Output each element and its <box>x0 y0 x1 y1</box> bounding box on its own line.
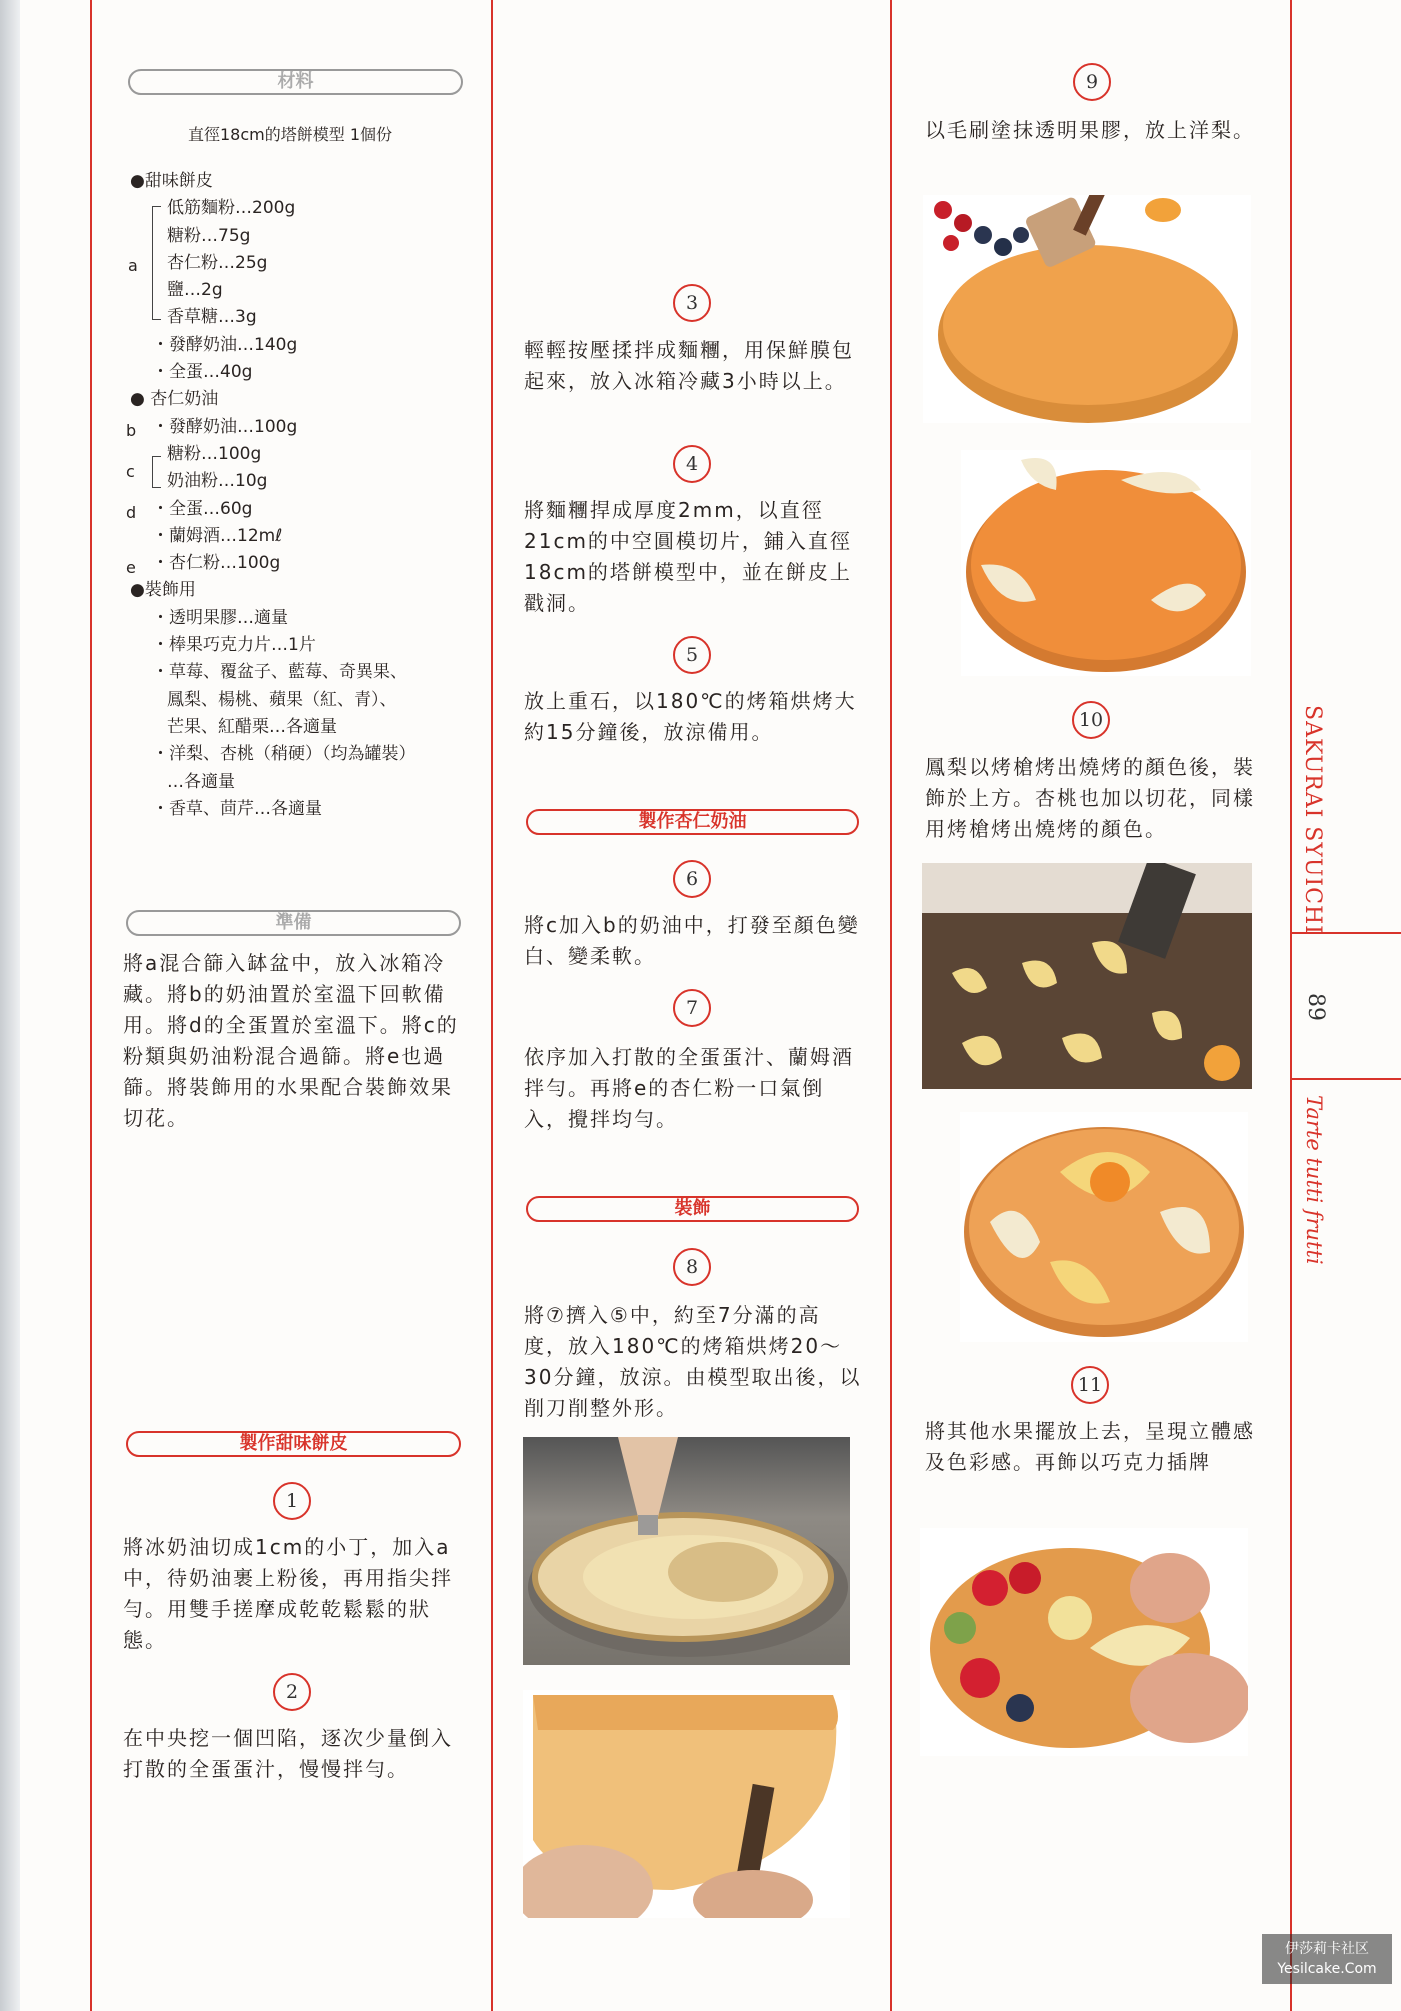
photo-arranging-fruit <box>920 1528 1248 1756</box>
watermark-line: 伊莎莉卡社区 <box>1285 1941 1369 1957</box>
step-number: 10 <box>1072 701 1110 739</box>
ingredient-item: ・全蛋…40g <box>152 362 253 383</box>
ingredient-item: 芒果、紅醋栗…各適量 <box>167 716 337 737</box>
step-text: 依序加入打散的全蛋蛋汁、蘭姆酒拌勻。再將e的杏仁粉一口氣倒入，攪拌均勻。 <box>524 1045 854 1131</box>
ingredient-item: 香草糖…3g <box>167 307 257 328</box>
step-number: 4 <box>673 445 711 483</box>
ingredient-item: …各適量 <box>167 771 235 792</box>
recipe-title: Tarte tutti frutti <box>1302 1095 1326 1265</box>
step-number: 2 <box>273 1673 311 1711</box>
page-number: 89 <box>1303 993 1328 1021</box>
step-number: 1 <box>273 1482 311 1520</box>
materials-heading: 材料 <box>128 69 463 95</box>
ingredient-item: ・發酵奶油…140g <box>152 334 298 355</box>
column-rule <box>90 0 92 2011</box>
ingredient-item: ・發酵奶油…100g <box>152 416 298 437</box>
step-number: 9 <box>1073 63 1111 101</box>
step-text: 放上重石，以180℃的烤箱烘烤大約15分鐘後，放涼備用。 <box>524 689 857 744</box>
ingredient-heading: ●裝飾用 <box>130 580 196 601</box>
prep-text: 將a混合篩入缽盆中，放入冰箱冷藏。將b的奶油置於室溫下回軟備用。將d的全蛋置於室溫下。將c的粉類與奶油粉混合過篩。將e也過篩。將裝飾用的水果配合裝飾效果切花。 <box>123 951 459 1130</box>
section-heading-crust: 製作甜味餅皮 <box>126 1431 461 1457</box>
group-label-c: c <box>126 462 135 481</box>
step-text: 在中央挖一個凹陷，逐次少量倒入打散的全蛋蛋汁，慢慢拌勻。 <box>123 1726 453 1781</box>
ingredient-item: ・全蛋…60g <box>152 498 253 519</box>
step-text: 將c加入b的奶油中，打發至顏色變白、變柔軟。 <box>524 913 860 968</box>
photo-piping-almond-cream <box>523 1437 850 1665</box>
step-text: 以毛刷塗抹透明果膠，放上洋梨。 <box>925 118 1255 142</box>
ingredient-item: ・蘭姆酒…12mℓ <box>152 525 283 546</box>
ingredient-item: 鹽…2g <box>167 280 223 301</box>
column-rule <box>1290 0 1292 2011</box>
photo-trimming-crust <box>523 1690 850 1918</box>
ingredient-item: ・透明果膠…適量 <box>152 607 288 628</box>
group-bracket <box>152 456 161 488</box>
ingredient-item: 糖粉…75g <box>167 225 251 246</box>
photo-pears-on-tart <box>961 450 1251 676</box>
ingredient-item: 低筋麵粉…200g <box>167 198 296 219</box>
ingredient-item: ・棒果巧克力片…1片 <box>152 635 316 656</box>
section-heading-deco: 裝飾 <box>526 1196 859 1222</box>
column-rule <box>890 0 892 2011</box>
chef-name: SAKURAI SYUICHI <box>1300 705 1325 935</box>
step-number: 11 <box>1071 1366 1109 1404</box>
ingredient-item: 鳳梨、楊桃、蘋果（紅、青）、 <box>167 689 397 710</box>
step-number: 6 <box>673 860 711 898</box>
group-label-d: d <box>126 503 137 522</box>
group-label-a: a <box>128 256 138 275</box>
step-text: 輕輕按壓揉拌成麵糰，用保鮮膜包起來，放入冰箱冷藏3小時以上。 <box>524 338 854 393</box>
step-number: 5 <box>673 636 711 674</box>
watermark <box>1262 1934 1392 1984</box>
column-rule <box>491 0 493 2011</box>
ingredient-item: ・香草、茴芹…各適量 <box>152 798 322 819</box>
ingredient-item: ・草莓、覆盆子、藍莓、奇異果、 <box>152 662 407 683</box>
step-text: 將其他水果擺放上去，呈現立體感及色彩感。再飾以巧克力插牌 <box>925 1419 1255 1474</box>
watermark-line: Yesilcake.Com <box>1277 1961 1377 1977</box>
side-rule <box>1290 1078 1401 1080</box>
ingredient-item: ・杏仁粉…100g <box>152 553 281 574</box>
step-number: 3 <box>673 284 711 322</box>
ingredient-heading: ● 杏仁奶油 <box>130 389 219 410</box>
photo-glazed-crust <box>923 195 1251 423</box>
prep-heading: 準備 <box>126 910 461 936</box>
section-heading-almond: 製作杏仁奶油 <box>526 809 859 835</box>
ingredient-list <box>130 168 416 823</box>
step-text: 將冰奶油切成1cm的小丁，加入a中，待奶油裹上粉後，再用指尖拌勻。用雙手搓摩成乾乾鬆鬆的狀態。 <box>123 1535 453 1652</box>
ingredient-item: ・洋梨、杏桃（稍硬）（均為罐裝） <box>152 744 416 765</box>
ingredient-item: 糖粉…100g <box>167 443 262 464</box>
step-text: 將麵糰捍成厚度2mm，以直徑21cm的中空圓模切片，鋪入直徑18cm的塔餅模型中，並在餅皮上戳洞。 <box>524 498 852 615</box>
group-bracket <box>152 206 161 320</box>
group-label-e: e <box>126 558 136 577</box>
materials-subtitle: 直徑18cm的塔餅模型 1個份 <box>188 125 393 144</box>
group-label-b: b <box>126 421 137 440</box>
photo-tart-with-fruit <box>960 1112 1248 1342</box>
step-number: 7 <box>673 989 711 1027</box>
step-number: 8 <box>673 1248 711 1286</box>
step-text: 將⑦擠入⑤中，約至7分滿的高度，放入180℃的烤箱烘烤20～30分鐘，放涼。由模型取出後，以削刀削整外形。 <box>524 1303 862 1420</box>
step-text: 鳳梨以烤槍烤出燒烤的顏色後，裝飾於上方。杏桃也加以切花，同樣用烤槍烤出燒烤的顏色。 <box>925 755 1255 841</box>
ingredient-item: 杏仁粉…25g <box>167 252 268 273</box>
photo-torching-pineapple <box>922 863 1252 1089</box>
ingredient-item: 奶油粉…10g <box>167 471 268 492</box>
page-gutter <box>0 0 20 2011</box>
ingredient-heading: ●甜味餅皮 <box>130 171 213 191</box>
